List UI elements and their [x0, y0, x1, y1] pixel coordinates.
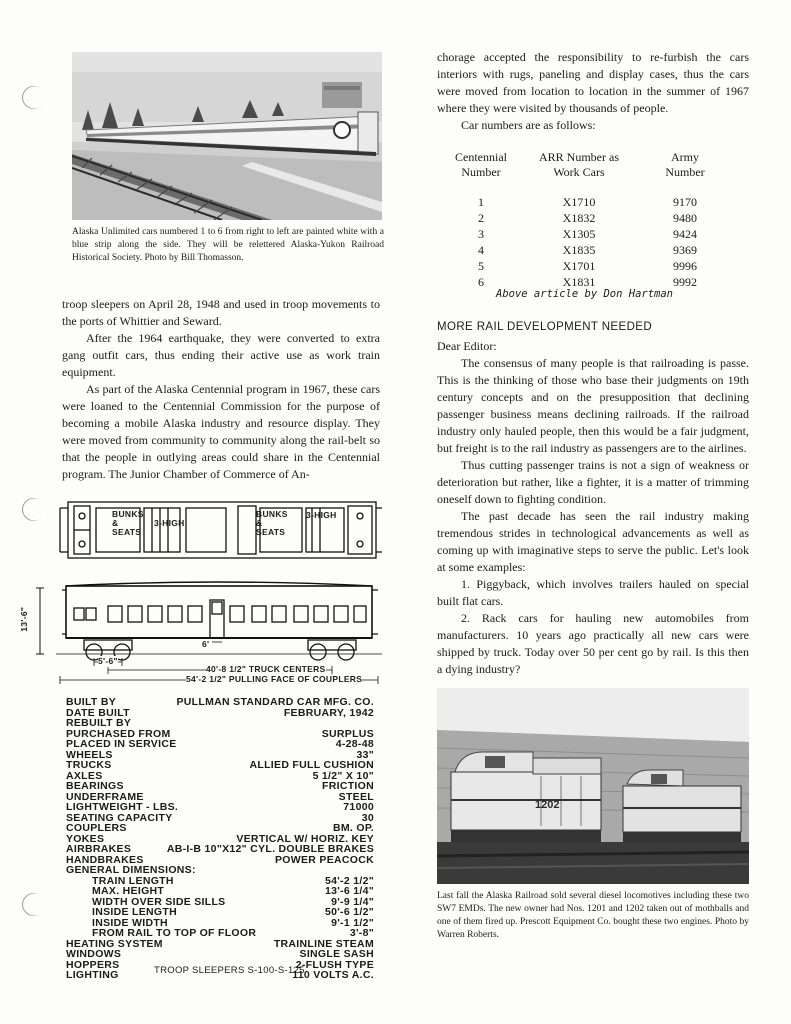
spec-label: PURCHASED FROM	[66, 727, 171, 740]
spec-value: VERTICAL W/ HORIZ. KEY	[236, 832, 374, 845]
spec-value: AB-I-B 10"X12" CYL. DOUBLE BRAKES	[166, 843, 374, 855]
table-row: 3 X1305 9424	[478, 226, 697, 241]
spec-label: AXLES	[66, 769, 103, 782]
right-column-continuation	[437, 49, 749, 134]
spec-row	[66, 760, 374, 771]
dimension-value: 13'-6 1/4"	[324, 885, 374, 897]
dimension-row	[66, 907, 374, 918]
diagram-footer-title: TROOP SLEEPERS S-100-S-125	[154, 965, 305, 976]
table-row: 4 X1835 9369	[478, 242, 697, 257]
sw7-locomotives-photo	[437, 688, 749, 884]
salutation: Dear Editor:	[437, 339, 497, 353]
letter-paragraph: The past decade has seen the rail industry making tremendous strides in technological advancements as well as coming up with imaginative steps to serve the public. Let's look at some examples:	[437, 509, 749, 574]
table-header: Army Number	[665, 150, 705, 179]
spec-value: STEEL	[338, 790, 374, 803]
dimension-value: 54'-2 1/2"	[324, 874, 374, 887]
spec-row	[66, 949, 374, 960]
top-photo-caption: Alaska Unlimited cars numbered 1 to 6 from right to left are painted white with a blue strip along the side. They will be relettered Alaska-Yukon Railroad Historical Society. Photo by Bill Thomasson.	[72, 227, 384, 263]
table-row: 5 X1701 9996	[478, 258, 697, 273]
letter-paragraph: The consensus of many people is that railroading is passe. This is the thinking of those who base their judgments on 19th century concepts and on the presupposition that declining passenger business means declining railroads. If the railroad industry only hauled people, then this would be a fair judgment, but freight is to the rail industry as passengers are to the airlines.	[437, 356, 749, 455]
height-dimension: 13'-6"	[19, 606, 30, 632]
table-header: ARR Number as Work Cars	[539, 150, 619, 179]
spec-label: YOKES	[66, 832, 105, 845]
plan-label: 3-HIGH	[306, 510, 337, 520]
spec-value: PULLMAN STANDARD CAR MFG. CO.	[176, 696, 374, 708]
plan-label: 3-HIGH	[154, 518, 185, 528]
spec-value: FRICTION	[322, 780, 374, 792]
spec-label: HOPPERS	[66, 958, 120, 971]
article-byline: Above article by Don Hartman	[496, 288, 674, 300]
alaska-unlimited-cars-photo	[72, 52, 382, 220]
spec-value: BM. OP.	[333, 822, 374, 834]
spec-row	[66, 823, 374, 834]
locomotive-number: 1202	[535, 799, 560, 811]
spec-value: 33"	[356, 748, 374, 761]
spec-dimensions-heading: GENERAL DIMENSIONS:	[66, 864, 196, 876]
small-dimension: 6'	[202, 639, 210, 649]
spec-label: BEARINGS	[66, 780, 124, 792]
dimension-label: WIDTH OVER SIDE SILLS	[92, 895, 226, 908]
letter-paragraph: 2. Rack cars for hauling new automobiles from manufacturers. 10 years ago practically all new cars were shipped by truck. Today over 50 per cent go by rail. Is this then a dying industry?	[437, 611, 749, 676]
coupler-faces-dimension: 54'-2 1/2" PULLING FACE OF COUPLERS	[186, 674, 363, 684]
spec-value: 5 1/2" X 10"	[312, 769, 374, 782]
dimension-value: 50'-6 1/2"	[324, 906, 374, 918]
dimension-value: 9'-1 1/2"	[331, 916, 374, 929]
spec-label: BUILT BY	[66, 696, 117, 708]
car-numbers-intro: Car numbers are as follows:	[461, 118, 596, 132]
punch-hole	[17, 888, 50, 921]
spec-label: SEATING CAPACITY	[66, 811, 173, 824]
punch-hole	[17, 81, 50, 114]
left-paragraph: As part of the Alaska Centennial program in 1967, these cars were loaned to the Centennial Commission for the purpose of becoming a mobile Alaska industry and resource display. They were moved from community to community along the rail-belt so that the people in outlying areas could share in the Centennial program. The Junior Chamber of Commerce of An-	[62, 382, 380, 481]
troop-sleeper-diagram	[16, 494, 382, 694]
spec-row	[66, 781, 374, 792]
spec-value: FEBRUARY, 1942	[283, 706, 374, 719]
dimension-value: 3'-8"	[349, 927, 374, 939]
plan-label: BUNKS & SEATS	[112, 509, 144, 537]
spec-label: HEATING SYSTEM	[66, 937, 163, 950]
spec-label: DATE BUILT	[66, 706, 130, 719]
spec-value: SINGLE SASH	[299, 948, 374, 960]
letter-paragraph: Thus cutting passenger trains is not a sign of weakness or deterioration but rather, like a fighter, it is a matter of trimming oneself down to fighting condition.	[437, 458, 749, 506]
table-row: 1 X1710 9170	[478, 194, 697, 209]
table-header: Centennial Number	[455, 150, 507, 179]
spec-value: 4-28-48	[335, 738, 374, 750]
dimension-label: INSIDE LENGTH	[92, 906, 177, 918]
dimension-label: TRAIN LENGTH	[92, 874, 174, 887]
truck-centers-dimension: 40'-8 1/2" TRUCK CENTERS	[206, 664, 326, 674]
spec-label: HANDBRAKES	[66, 853, 144, 866]
spec-label: LIGHTING	[66, 969, 119, 981]
spec-row	[66, 718, 374, 729]
plan-label: BUNKS & SEATS	[256, 509, 288, 537]
spec-row	[66, 697, 374, 708]
spec-label: AIRBRAKES	[66, 843, 132, 855]
spec-value: ALLIED FULL CUSHION	[249, 759, 374, 771]
dimension-label: MAX. HEIGHT	[92, 885, 165, 897]
spec-value: 71000	[343, 801, 374, 813]
spec-label: UNDERFRAME	[66, 790, 144, 803]
table-row: 6 X1831 9992	[478, 274, 697, 289]
car-specifications	[66, 697, 374, 981]
spec-value: TRAINLINE STEAM	[273, 937, 374, 950]
spec-label: COUPLERS	[66, 822, 127, 834]
spec-label: PLACED IN SERVICE	[66, 738, 177, 750]
spec-label: LIGHTWEIGHT - LBS.	[66, 801, 179, 813]
spec-value: 30	[361, 811, 374, 824]
bottom-photo-caption: Last fall the Alaska Railroad sold several diesel locomotives including these two SW7 EMDs. The new owner had Nos. 1201 and 1202 taken out of mothballs and one of them fired up. Prescott Equipment Co. bought these two engines. Photo by Warren Roberts.	[437, 891, 749, 940]
spec-label: TRUCKS	[66, 759, 112, 771]
spec-value: 110 VOLTS A.C.	[292, 969, 374, 981]
dimension-label: INSIDE WIDTH	[92, 916, 168, 929]
letter-text	[437, 338, 749, 678]
spec-label: WHEELS	[66, 748, 113, 761]
left-paragraph: troop sleepers on April 28, 1948 and used in troop movements to the ports of Whittier and Seward.	[62, 297, 380, 328]
spec-value: 2-FLUSH TYPE	[295, 958, 374, 971]
spec-value: POWER PEACOCK	[275, 853, 374, 866]
left-paragraph: After the 1964 earthquake, they were converted to extra gang outfit cars, thus ending their active use as work train equipment.	[62, 331, 380, 379]
article-heading: MORE RAIL DEVELOPMENT NEEDED	[437, 321, 653, 333]
spec-value: SURPLUS	[321, 727, 374, 740]
left-column-text	[62, 296, 380, 483]
spec-row	[66, 739, 374, 750]
dimension-row	[66, 928, 374, 939]
wheelbase-dimension: 5'-6"	[98, 656, 118, 666]
spec-label: REBUILT BY	[66, 717, 132, 729]
spec-row	[66, 844, 374, 855]
car-number-table	[442, 150, 732, 290]
letter-paragraph: 1. Piggyback, which involves trailers hauled on special built flat cars.	[437, 577, 749, 608]
table-header-row	[442, 150, 732, 180]
spec-label: WINDOWS	[66, 948, 122, 960]
spec-row	[66, 802, 374, 813]
dimension-label: FROM RAIL TO TOP OF FLOOR	[92, 927, 257, 939]
right-paragraph: chorage accepted the responsibility to re-furbish the cars interiors with rugs, paneling and display cases, thus the cars were moved from location to location in the summer of 1967 where they were visited by thousands of people.	[437, 50, 749, 115]
dimension-value: 9'-9 1/4"	[331, 895, 374, 908]
dimension-row	[66, 886, 374, 897]
table-row: 2 X1832 9480	[478, 210, 697, 225]
